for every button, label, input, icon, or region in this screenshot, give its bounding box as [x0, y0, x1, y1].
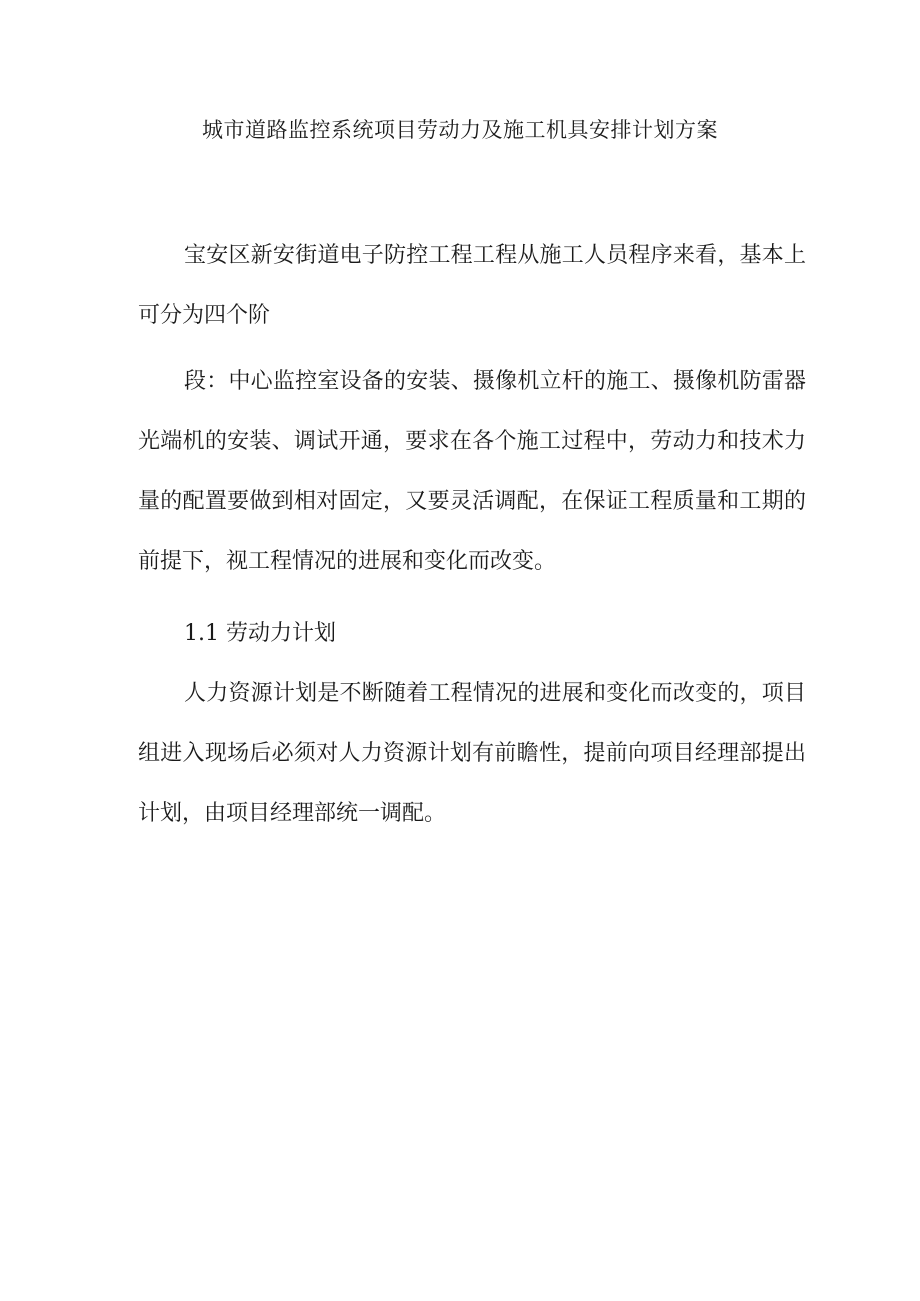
stages-paragraph: 段：中心监控室设备的安装、摄像机立杆的施工、摄像机防雷器光端机的安装、调试开通，要求在各个施工过程中，劳动力和技术力量的配置要做到相对固定，又要灵活调配，在保证工程质量和工期的前提下，视工程情况的进展和变化而改变。 — [138, 369, 806, 574]
intro-paragraph: 宝安区新安街道电子防控工程工程从施工人员程序来看，基本上可分为四个阶 — [138, 243, 806, 328]
labor-plan-paragraph: 人力资源计划是不断随着工程情况的进展和变化而改变的，项目组进入现场后必须对人力资源计划有前瞻性，提前向项目经理部提出计划，由项目经理部统一调配。 — [138, 681, 806, 826]
document-title: 城市道路监控系统项目劳动力及施工机具安排计划方案 — [202, 118, 718, 142]
section-heading: 1.1 劳动力计划 — [184, 621, 336, 646]
